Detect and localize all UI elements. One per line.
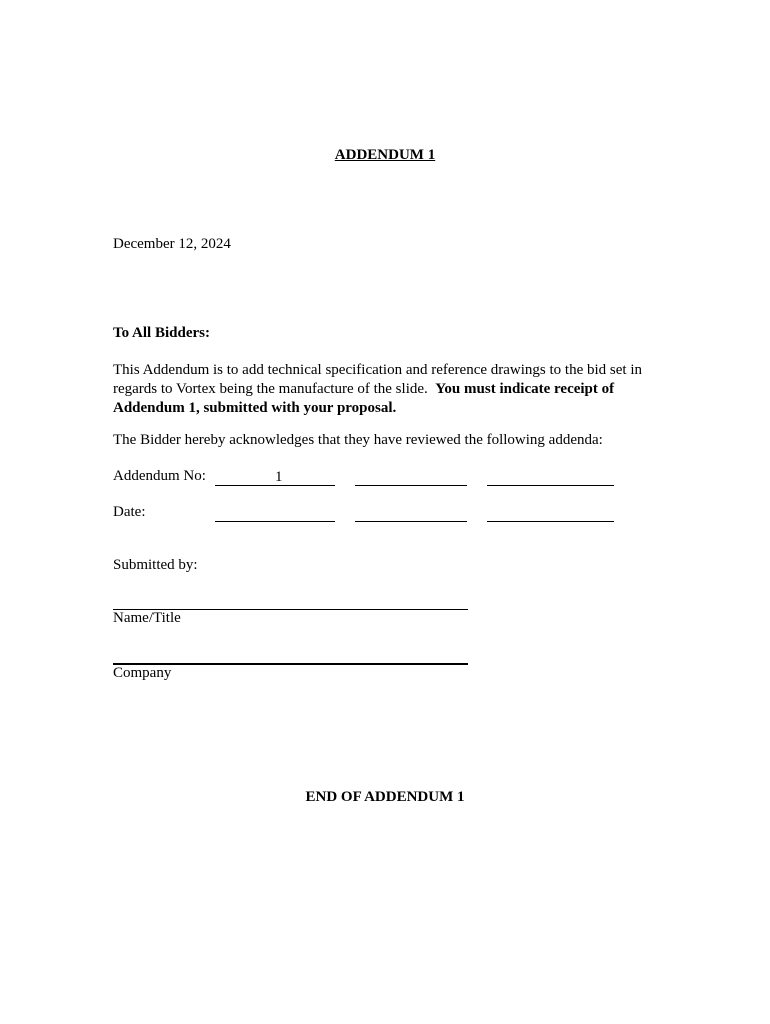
salutation: To All Bidders: (113, 325, 210, 341)
name-title-label: Name/Title (113, 610, 181, 626)
addendum-no-value: 1 (275, 469, 283, 485)
submitted-by-label: Submitted by: (113, 557, 198, 573)
acknowledgement-text: The Bidder hereby acknowledges that they have reviewed the following addenda: (113, 432, 603, 448)
date-field-3[interactable] (487, 505, 614, 522)
body-bold-text: You must indicate receipt of Addendum 1, submitted with your proposal. (113, 381, 615, 416)
date-field-2[interactable] (355, 505, 467, 522)
body-text: This Addendum is to add technical specification and reference drawings to the bid set in regards to Vortex being the manufacture of the slide. (113, 362, 643, 397)
end-of-addendum: END OF ADDENDUM 1 (305, 789, 465, 805)
addendum-no-label: Addendum No: (113, 468, 206, 484)
document-date: December 12, 2024 (113, 236, 231, 252)
addendum-no-field-1[interactable] (215, 469, 335, 486)
addendum-no-field-3[interactable] (487, 469, 614, 486)
addendum-no-field-2[interactable] (355, 469, 467, 486)
date-label: Date: (113, 504, 146, 520)
company-label: Company (113, 665, 172, 681)
document-title: ADDENDUM 1 (334, 147, 436, 163)
date-field-1[interactable] (215, 505, 335, 522)
body-paragraph (113, 361, 673, 418)
